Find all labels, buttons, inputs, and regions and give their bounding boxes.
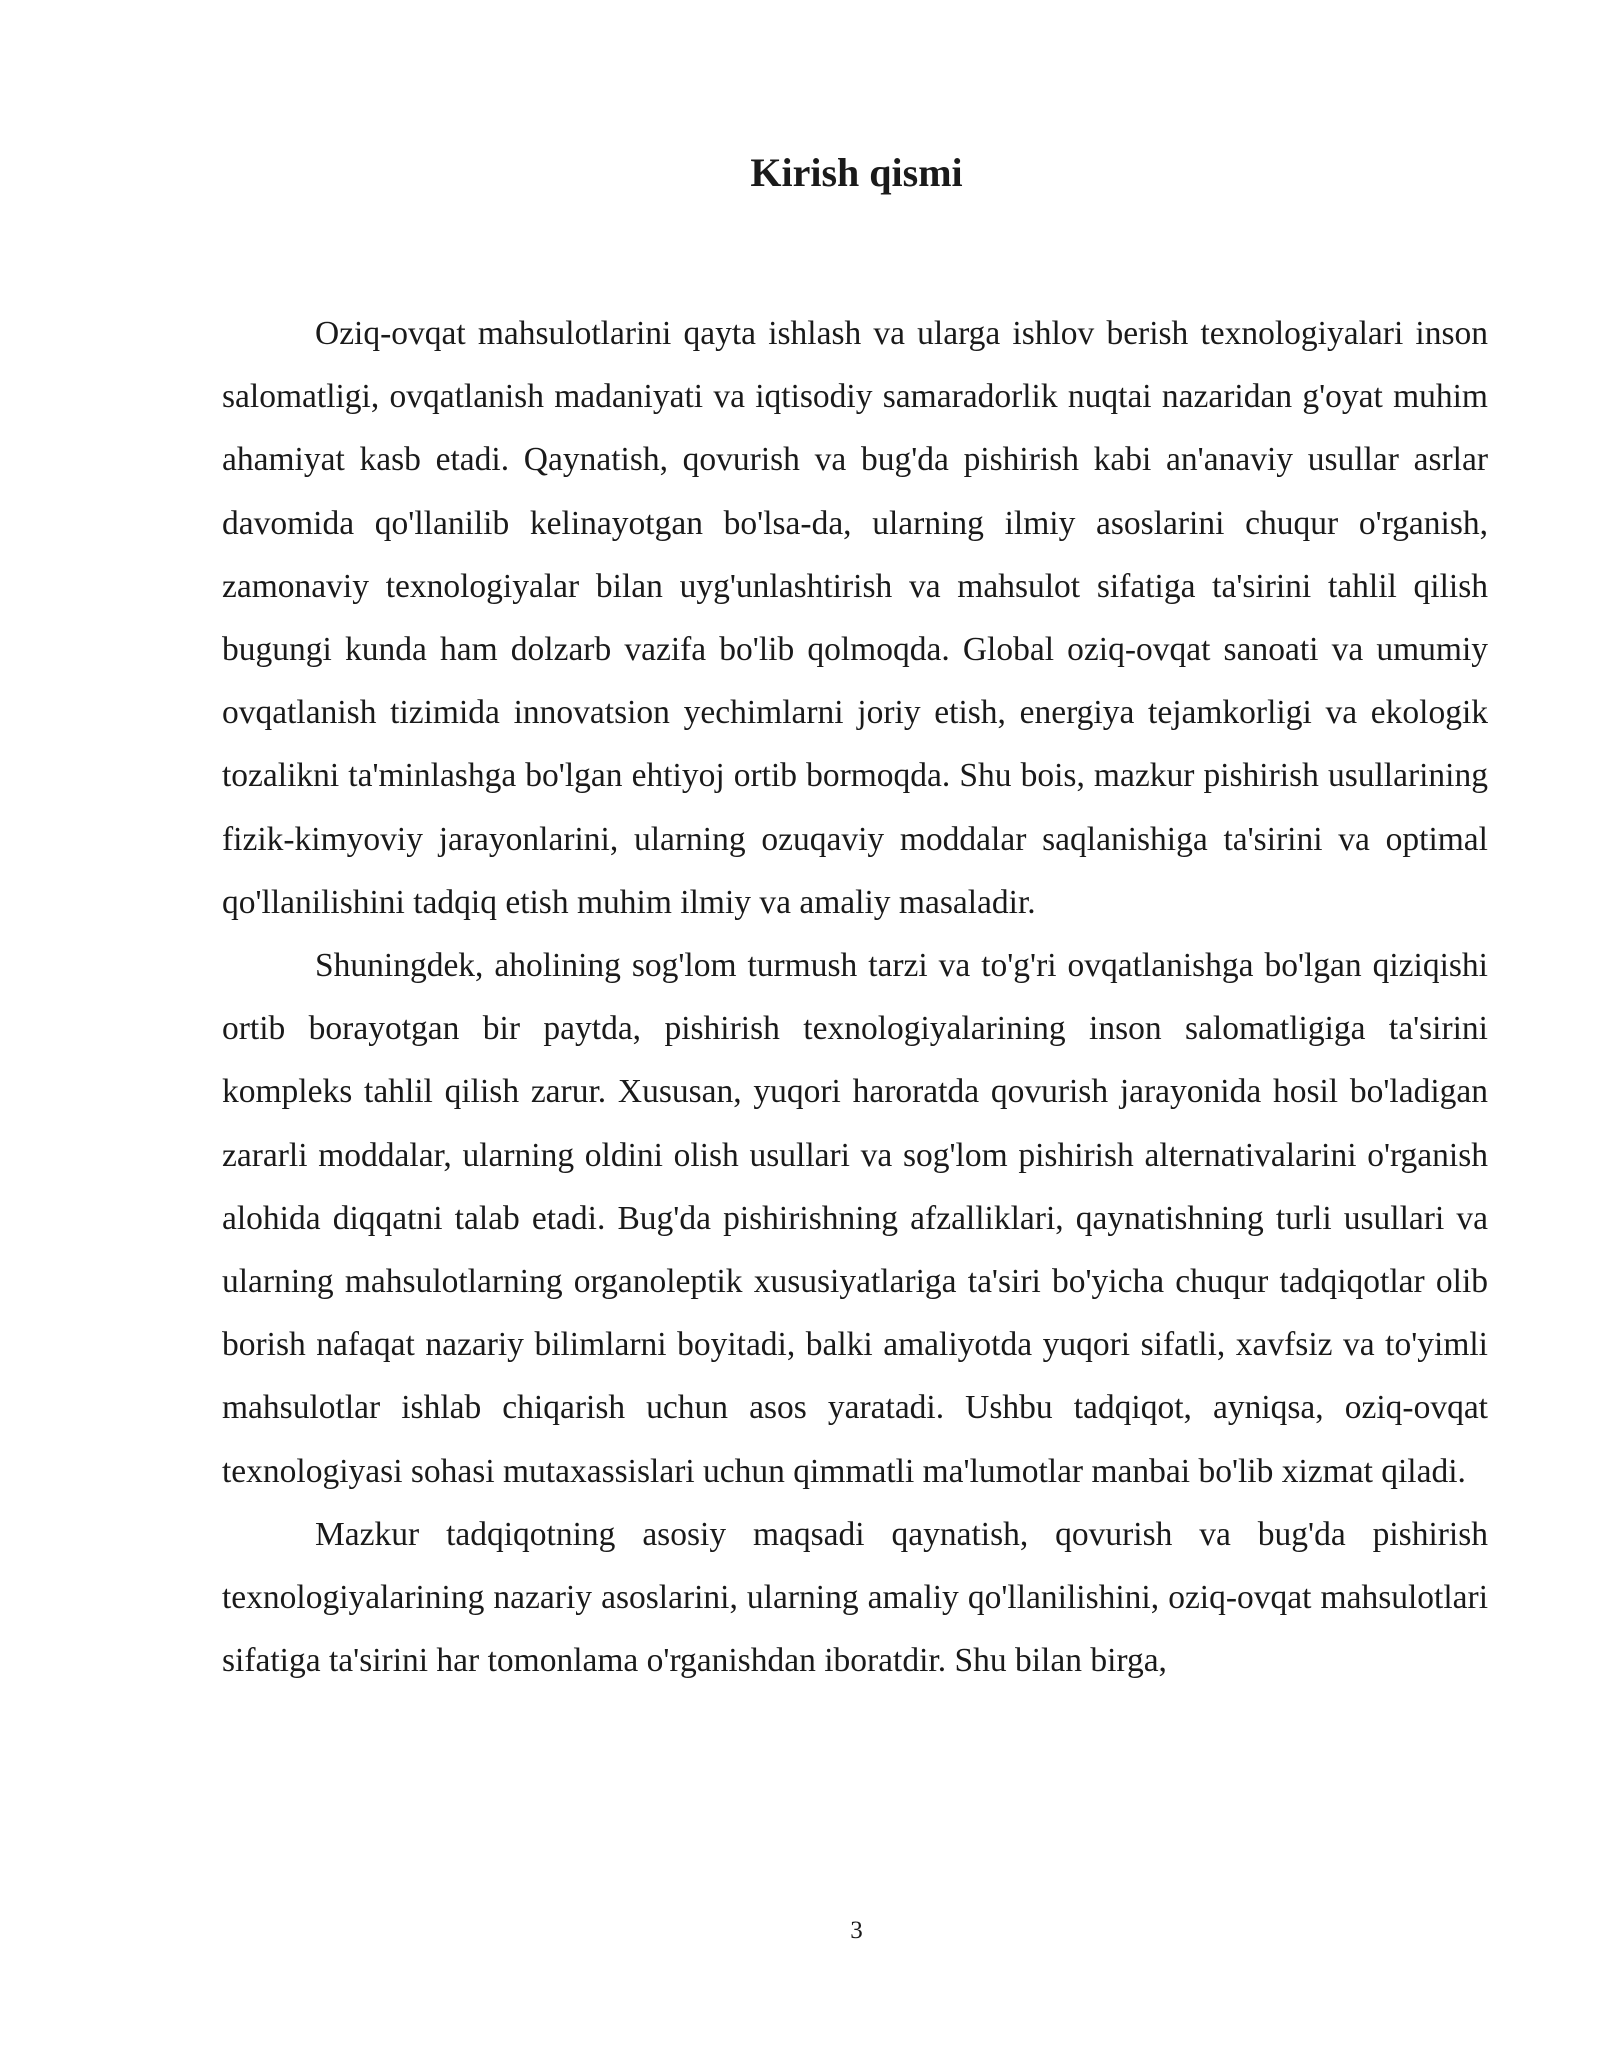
page-title: Kirish qismi bbox=[750, 150, 963, 195]
paragraph-2: Shuningdek, aholining sog'lom turmush tarzi va to'g'ri ovqatlanishga bo'lgan qiziqishi ortib borayotgan bir paytda, pishirish texnologiyalarining inson salomatligiga ta'sirini kompleks tahlil qilish zarur. Xususan, yuqori haroratda qovurish jarayonida hosil bo'ladigan zararli moddalar, ularning oldini olish usullari va sog'lom pishirish alternativalarini o'rganish alohida diqqatni talab etadi. Bug'da pishirishning afzalliklari, qaynatishning turli usullari va ularning mahsulotlarning organoleptik xususiyatlariga ta'siri bo'yicha chuqur tadqiqotlar olib borish nafaqat nazariy bilimlarni boyitadi, balki amaliyotda yuqori sifatli, xavfsiz va to'yimli mahsulotlar ishlab chiqarish uchun asos yaratadi. Ushbu tadqiqot, ayniqsa, oziq-ovqat texnologiyasi sohasi mutaxassislari uchun qimmatli ma'lumotlar manbai bo'lib xizmat qiladi. bbox=[222, 947, 1488, 1490]
paragraph-3: Mazkur tadqiqotning asosiy maqsadi qaynatish, qovurish va bug'da pishirish texnologiyalarining nazariy asoslarini, ularning amaliy qo'llanilishini, oziq-ovqat mahsulotlari sifatiga ta'sirini har tomonlama o'rganishdan iboratdir. Shu bilan birga, bbox=[222, 1515, 1488, 1680]
body-text bbox=[222, 302, 1488, 1692]
paragraph-1: Oziq-ovqat mahsulotlarini qayta ishlash va ularga ishlov berish texnologiyalari inson salomatligi, ovqatlanish madaniyati va iqtisodiy samaradorlik nuqtai nazaridan g'oyat muhim ahamiyat kasb etadi. Qaynatish, qovurish va bug'da pishirish kabi an'anaviy usullar asrlar davomida qo'llanilib kelinayotgan bo'lsa-da, ularning ilmiy asoslarini chuqur o'rganish, zamonaviy texnologiyalar bilan uyg'unlashtirish va mahsulot sifatiga ta'sirini tahlil qilish bugungi kunda ham dolzarb vazifa bo'lib qolmoqda. Global oziq-ovqat sanoati va umumiy ovqatlanish tizimida innovatsion yechimlarni joriy etish, energiya tejamkorligi va ekologik tozalikni ta'minlashga bo'lgan ehtiyoj ortib bormoqda. Shu bois, mazkur pishirish usullarining fizik-kimyoviy jarayonlarini, ularning ozuqaviy moddalar saqlanishiga ta'sirini va optimal qo'llanilishini tadqiq etish muhim ilmiy va amaliy masaladir. bbox=[222, 315, 1488, 921]
page-number: 3 bbox=[850, 1917, 863, 1944]
